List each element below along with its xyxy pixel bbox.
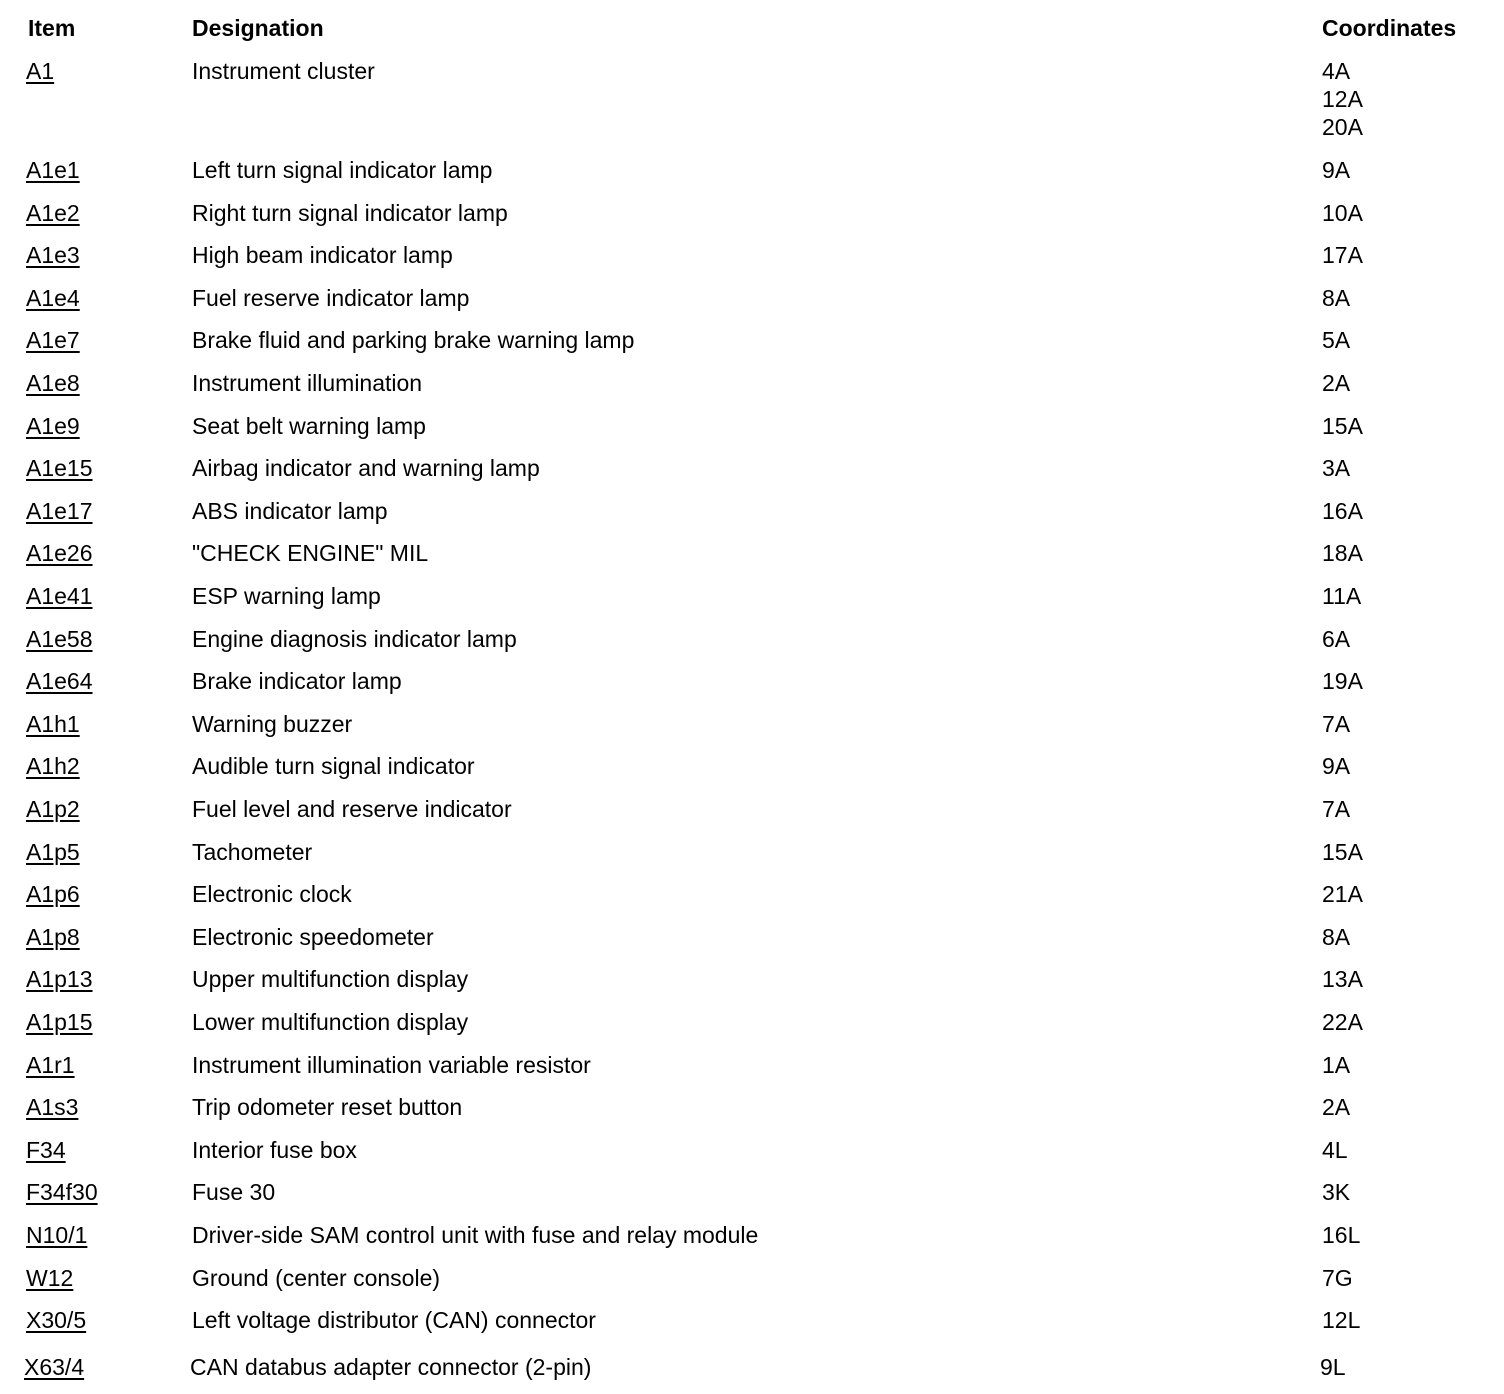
coordinate-value: 8A — [1322, 284, 1351, 311]
designation-text: Electronic clock — [192, 881, 352, 908]
coordinates-cell — [1322, 1264, 1353, 1292]
designation-text: Brake indicator lamp — [192, 668, 402, 695]
coordinates-cell — [1322, 667, 1363, 695]
designation-text: Upper multifunction display — [192, 966, 469, 993]
designation-text: Warning buzzer — [192, 710, 353, 737]
designation-text: Right turn signal indicator lamp — [192, 199, 508, 226]
coordinates-cell — [1322, 1051, 1350, 1079]
designation-text: Electronic speedometer — [192, 923, 434, 950]
item-link[interactable]: A1p6 — [26, 881, 80, 908]
coordinate-value: 18A — [1322, 540, 1363, 567]
coordinate-value: 3A — [1322, 455, 1351, 482]
item-link[interactable]: A1 — [26, 58, 55, 84]
designation-text: Seat belt warning lamp — [192, 412, 426, 439]
coordinate-value: 5A — [1322, 327, 1351, 354]
coordinates-cell — [1322, 1008, 1363, 1036]
item-link[interactable]: A1e26 — [26, 540, 93, 567]
designation-text: Airbag indicator and warning lamp — [192, 455, 540, 482]
coordinate-value: 10A — [1322, 199, 1363, 226]
item-link[interactable]: A1e58 — [26, 625, 93, 652]
coordinates-cell — [1322, 454, 1350, 482]
item-link[interactable]: W12 — [26, 1264, 74, 1291]
coordinate-value: 7G — [1322, 1264, 1353, 1291]
item-link[interactable]: A1e2 — [26, 199, 80, 226]
coordinates-cell — [1322, 539, 1363, 567]
item-link[interactable]: A1p8 — [26, 923, 80, 950]
designation-text: ESP warning lamp — [192, 583, 381, 609]
designation-text: Instrument cluster — [192, 58, 375, 84]
designation-text: Audible turn signal indicator — [192, 753, 475, 780]
coordinate-value: 12L — [1322, 1307, 1361, 1334]
coordinates-cell — [1322, 1306, 1360, 1334]
coordinates-cell — [1322, 199, 1363, 227]
coordinates-cell — [1322, 582, 1361, 610]
designation-text: CAN databus adapter connector (2-pin) — [190, 1353, 592, 1380]
coordinate-value: 4L — [1322, 1136, 1348, 1163]
item-link[interactable]: A1s3 — [26, 1094, 79, 1121]
coordinate-value: 7A — [1322, 710, 1351, 737]
designation-text: Fuel level and reserve indicator — [192, 796, 512, 822]
item-link[interactable]: A1e17 — [26, 497, 93, 524]
designation-text: Brake fluid and parking brake warning lamp — [192, 327, 635, 354]
coordinate-value: 19A — [1322, 668, 1363, 695]
coordinates-cell — [1322, 1136, 1348, 1164]
item-link[interactable]: A1h2 — [26, 753, 80, 780]
coordinate-value: 21A — [1322, 881, 1363, 908]
coordinate-value: 20A — [1322, 114, 1363, 140]
coordinate-value: 8A — [1322, 923, 1351, 950]
coordinate-value: 17A — [1322, 242, 1363, 269]
coordinate-value: 22A — [1322, 1009, 1363, 1035]
designation-text: Trip odometer reset button — [192, 1094, 463, 1121]
designation-text: Interior fuse box — [192, 1136, 357, 1163]
column-header-item: Item — [28, 15, 76, 41]
item-link[interactable]: A1r1 — [26, 1051, 75, 1078]
item-link[interactable]: A1e4 — [26, 284, 80, 311]
coordinates-cell — [1322, 326, 1350, 354]
coordinates-cell — [1322, 156, 1350, 184]
coordinate-value: 1A — [1322, 1051, 1351, 1078]
designation-text: ABS indicator lamp — [192, 497, 388, 524]
item-link[interactable]: N10/1 — [26, 1222, 88, 1248]
column-header-designation: Designation — [192, 15, 324, 41]
item-link[interactable]: A1e41 — [26, 583, 93, 609]
designation-text: Engine diagnosis indicator lamp — [192, 625, 517, 652]
coordinates-cell — [1322, 752, 1350, 780]
coordinate-value: 13A — [1322, 966, 1363, 993]
item-link[interactable]: A1p2 — [26, 796, 80, 822]
coordinates-cell — [1322, 284, 1350, 312]
coordinates-cell — [1322, 1178, 1350, 1206]
coordinates-cell — [1322, 710, 1350, 738]
coordinates-cell — [1322, 369, 1350, 397]
item-link[interactable]: A1e3 — [26, 242, 80, 269]
designation-text: Left voltage distributor (CAN) connector — [192, 1307, 596, 1334]
coordinate-value: 15A — [1322, 412, 1363, 439]
coordinate-value: 2A — [1322, 370, 1351, 396]
coordinate-value: 16A — [1322, 497, 1363, 524]
coordinate-value: 9A — [1322, 753, 1351, 780]
item-link[interactable]: A1e1 — [26, 157, 80, 183]
designation-text: "CHECK ENGINE" MIL — [192, 540, 429, 567]
item-link[interactable]: A1p5 — [26, 838, 80, 865]
item-link[interactable]: A1e7 — [26, 327, 80, 354]
coordinates-cell — [1322, 838, 1363, 866]
coordinate-value: 11A — [1322, 583, 1362, 609]
coordinates-cell — [1322, 625, 1350, 653]
item-link[interactable]: A1h1 — [26, 710, 80, 737]
coordinates-cell — [1322, 1221, 1360, 1249]
coordinates-cell — [1322, 923, 1350, 951]
item-link[interactable]: A1e8 — [26, 370, 80, 396]
coordinates-cell — [1322, 795, 1350, 823]
designation-text: Fuel reserve indicator lamp — [192, 284, 470, 311]
designation-text: Left turn signal indicator lamp — [192, 157, 493, 183]
coordinate-value: 7A — [1322, 796, 1351, 822]
coordinate-value: 16L — [1322, 1222, 1361, 1248]
coordinates-cell — [1322, 1093, 1350, 1121]
item-link[interactable]: A1e9 — [26, 412, 80, 439]
designation-text: Instrument illumination variable resistor — [192, 1051, 591, 1078]
coordinate-value: 9L — [1320, 1353, 1346, 1380]
coordinates-cell — [1322, 412, 1363, 440]
designation-text: Instrument illumination — [192, 370, 423, 396]
item-link[interactable]: A1e15 — [26, 455, 93, 482]
coordinates-cell — [1322, 880, 1363, 908]
coordinates-cell — [1320, 1353, 1346, 1381]
item-link[interactable]: X30/5 — [26, 1307, 87, 1334]
column-header-coordinates: Coordinates — [1322, 15, 1457, 41]
coordinate-value: 6A — [1322, 625, 1351, 652]
designation-text: Fuse 30 — [192, 1179, 276, 1206]
item-link[interactable]: A1p15 — [26, 1009, 93, 1035]
coordinate-value: 4A — [1322, 58, 1351, 84]
coordinates-cell — [1322, 497, 1363, 525]
item-link[interactable]: F34f30 — [26, 1179, 98, 1206]
coordinate-value: 12A — [1322, 86, 1363, 112]
item-link[interactable]: A1p13 — [26, 966, 93, 993]
item-link[interactable]: F34 — [26, 1136, 66, 1163]
coordinates-cell — [1322, 965, 1363, 993]
designation-text: Tachometer — [192, 838, 313, 865]
designation-text: High beam indicator lamp — [192, 242, 453, 269]
designation-text: Driver-side SAM control unit with fuse and relay module — [192, 1222, 759, 1248]
item-link[interactable]: A1e64 — [26, 668, 93, 695]
coordinate-value: 15A — [1322, 838, 1363, 865]
coordinate-value: 9A — [1322, 157, 1351, 183]
coordinate-value: 2A — [1322, 1094, 1351, 1121]
designation-text: Ground (center console) — [192, 1264, 441, 1291]
coordinates-cell — [1322, 57, 1363, 141]
coordinate-value: 3K — [1322, 1179, 1351, 1206]
coordinates-cell — [1322, 241, 1363, 269]
designation-text: Lower multifunction display — [192, 1009, 469, 1035]
item-link[interactable]: X63/4 — [24, 1353, 85, 1380]
